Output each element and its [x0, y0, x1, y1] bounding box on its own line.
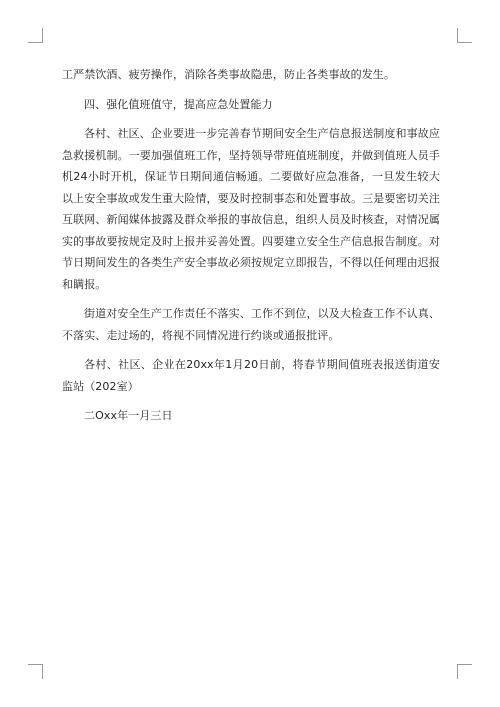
paragraph-submission-deadline: 各村、社区、企业在20xx年1月20日前，将春节期间值班表报送街道安监站（202室）	[62, 358, 440, 393]
crop-mark-bottom-left	[28, 664, 43, 679]
crop-mark-top-left	[28, 28, 43, 43]
paragraph-continuation: 工严禁饮酒、疲劳操作，消除各类事故隐患，防止各类事故的发生。	[62, 68, 395, 81]
document-date: 二Oxx年一月三日	[84, 409, 173, 422]
paragraph-accountability: 街道对安全生产工作责任不落实、工作不到位，以及大检查工作不认真、不落实、走过场的，将视不同情况进行约谈或通报批评。	[62, 307, 440, 342]
document-body	[62, 64, 440, 435]
crop-mark-bottom-right	[457, 664, 472, 679]
paragraph-duty-requirements: 各村、社区、企业要进一步完善春节期间安全生产信息报送制度和事故应急救援机制。一要加强值班工作，坚持领导带班值班制度，并做到值班人员手机24小时开机，保证节日期间通信畅通。二要做好应急准备，一旦发生较大以上安全事故或发生重大险情，要及时控制事态和处置事故。三是要密切关注互联网、新闻媒体披露及群众举报的事故信息，组织人员及时核查，对情况属实的事故要按规定及时上报并妥善处置。四要建立安全生产信息报告制度。对节日期间发生的各类生产安全事故必须按规定立即报告，不得以任何理由迟报和瞒报。	[62, 127, 440, 291]
crop-mark-top-right	[457, 28, 472, 43]
section-heading-duty: 四、强化值班值守，提高应急处置能力	[84, 97, 273, 111]
